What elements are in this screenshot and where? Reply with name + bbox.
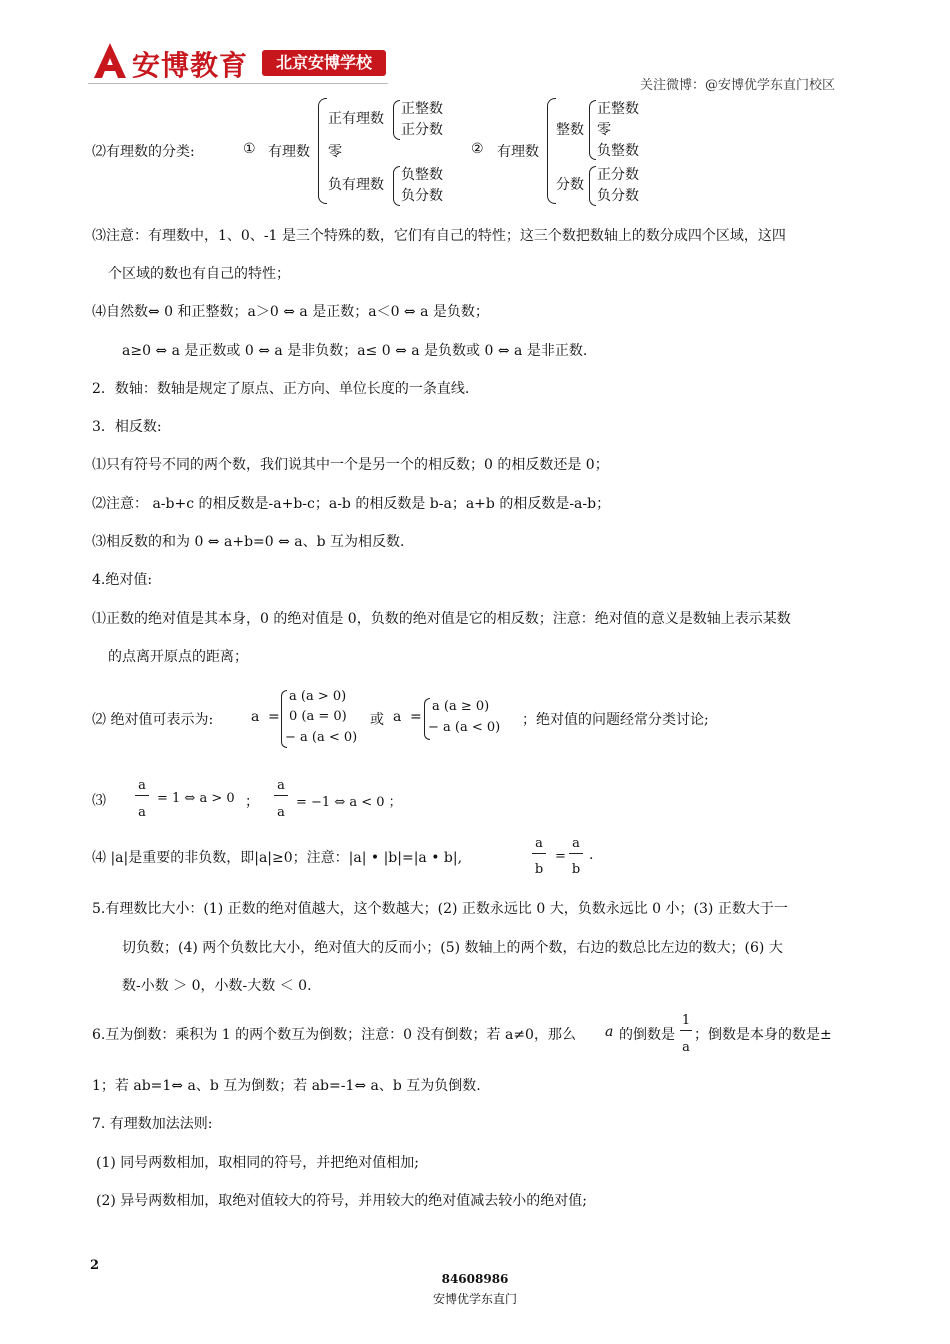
abs-or: 或: [370, 712, 384, 728]
classify-2-int-neg: 负整数: [597, 143, 639, 159]
abs-case1: a (a > 0): [289, 689, 347, 704]
classify-2-frac: 分数: [556, 177, 584, 193]
section4-item1-line2: 的点离开原点的距离；: [108, 649, 248, 665]
section4-item4: ⑷ |a|是重要的非负数，即|a|≥0；注意：|a| • |b|=|a • b|,: [92, 850, 463, 866]
frac-numerator: a: [532, 836, 546, 854]
abs-tail: ；绝对值的问题经常分类讨论;: [522, 712, 709, 728]
frac-eq2: = −1 ⇔ a < 0 ；: [296, 795, 402, 810]
section6-line2: 1；若 ab=1⇔ a、b 互为倒数；若 ab=-1⇔ a、b 互为负倒数.: [92, 1078, 481, 1094]
classify-2-int: 整数: [556, 122, 584, 138]
logo-text: 安博教育: [132, 49, 249, 82]
p4-line1: ⑷自然数⇔ 0 和正整数；a＞0 ⇔ a 是正数；a＜0 ⇔ a 是负数；: [92, 304, 489, 320]
logo-badge: 北京安博学校: [262, 50, 386, 76]
classify-1-pos-frac: 正分数: [401, 122, 443, 138]
footer-name: 安博优学东直门: [432, 1292, 517, 1306]
abs-b: a: [393, 709, 402, 725]
abs2-case2: − a (a < 0): [428, 720, 501, 735]
classify-2-frac-pos: 正分数: [597, 167, 639, 183]
page-number: 2: [90, 1258, 100, 1273]
p4-line2: a≥0 ⇔ a 是正数或 0 ⇔ a 是非负数；a≤ 0 ⇔ a 是负数或 0 ⇔ a 是非正数.: [122, 343, 588, 359]
section3-item3: ⑶相反数的和为 0 ⇔ a+b=0 ⇔ a、b 互为相反数.: [92, 534, 405, 550]
abs-a: a: [251, 709, 260, 725]
section2: 2．数轴：数轴是规定了原点、正方向、单位长度的一条直线.: [92, 381, 470, 397]
abs-case3: − a (a < 0): [285, 730, 358, 745]
footer-phone: 84608986: [441, 1272, 509, 1286]
frac-dot: .: [589, 847, 594, 863]
brace: [547, 98, 556, 204]
classify-1-pos: 正有理数: [328, 111, 384, 127]
abs-eq2: =: [410, 709, 422, 725]
section6-a: a: [605, 1024, 614, 1040]
section4-title: 4.绝对值:: [92, 572, 153, 588]
classify-2-root: 有理数: [497, 144, 539, 160]
section3-item1: ⑴只有符号不同的两个数，我们说其中一个是另一个的相反数；0 的相反数还是 0；: [92, 457, 609, 473]
classify-1-pos-int: 正整数: [401, 101, 443, 117]
section6-tail: ；倒数是本身的数是±: [694, 1027, 832, 1043]
classify-1-neg-frac: 负分数: [401, 188, 443, 204]
frac-numerator: a: [135, 778, 149, 796]
abs2-case1: a (a ≥ 0): [432, 699, 490, 714]
classify-2-frac-neg: 负分数: [597, 188, 639, 204]
frac-denominator: b: [534, 862, 544, 877]
brace: [589, 166, 596, 206]
section6-mid: 的倒数是: [619, 1027, 675, 1043]
frac-denominator: a: [138, 805, 146, 820]
brace: [393, 166, 400, 206]
frac-denominator: a: [682, 1040, 690, 1055]
classify-1-zero: 零: [328, 144, 342, 160]
classify-1-neg-int: 负整数: [401, 167, 443, 183]
frac-sep: ；: [245, 794, 259, 810]
weibo-text: 关注微博：@安博优学东直门校区: [640, 78, 836, 93]
classify-2-int-zero: 零: [597, 122, 611, 138]
logo-a-icon: [90, 40, 130, 80]
brace: [393, 100, 400, 140]
brace: [589, 100, 596, 160]
classify-label: ⑵有理数的分类:: [92, 144, 195, 160]
frac-denominator: b: [571, 862, 581, 877]
classify-2-int-pos: 正整数: [597, 101, 639, 117]
frac-eq1: = 1 ⇔ a > 0: [157, 791, 235, 806]
frac-numerator: a: [569, 836, 583, 854]
section6-line1: 6.互为倒数：乘积为 1 的两个数互为倒数；注意：0 没有倒数；若 a≠0，那么: [92, 1027, 576, 1043]
section3-item2: ⑵注意： a-b+c 的相反数是-a+b-c；a-b 的相反数是 b-a；a+b 的相反数是-a-b；: [92, 496, 611, 512]
section5-line3: 数-小数 ＞ 0，小数-大数 ＜ 0.: [122, 978, 312, 994]
frac-numerator: a: [274, 778, 288, 796]
frac-denominator: a: [277, 805, 285, 820]
classify-1-neg: 负有理数: [328, 177, 384, 193]
section4-item1-line1: ⑴正数的绝对值是其本身，0 的绝对值是 0，负数的绝对值是它的相反数；注意：绝对值的意义是数轴上表示某数: [92, 611, 791, 627]
brace: [318, 98, 327, 204]
note3-line2: 个区域的数也有自己的特性；: [108, 266, 290, 282]
classify-2-mark: ②: [471, 141, 484, 157]
section7-item2: (2) 异号两数相加，取绝对值较大的符号，并用较大的绝对值减去较小的绝对值;: [96, 1193, 587, 1209]
section5-line2: 切负数；(4) 两个负数比大小，绝对值大的反而小；(5) 数轴上的两个数，右边的数总比左边的数大；(6) 大: [122, 940, 783, 956]
classify-1-mark: ①: [243, 141, 256, 157]
section7-item1: (1) 同号两数相加，取相同的符号，并把绝对值相加;: [96, 1155, 419, 1171]
section4-item3-label: ⑶: [92, 793, 106, 809]
frac-numerator: 1: [680, 1013, 692, 1031]
section3-title: 3．相反数:: [92, 419, 162, 435]
section5-line1: 5.有理数比大小：(1) 正数的绝对值越大，这个数越大；(2) 正数永远比 0 大，负数永远比 0 小；(3) 正数大于一: [92, 901, 788, 917]
section4-item2-label: ⑵ 绝对值可表示为:: [92, 712, 214, 728]
classify-1-root: 有理数: [268, 144, 310, 160]
note3-line1: ⑶注意：有理数中，1、0、-1 是三个特殊的数，它们有自己的特性；这三个数把数轴上的数分成四个区域，这四: [92, 228, 786, 244]
frac-eq: =: [555, 849, 566, 864]
abs-eq: =: [268, 709, 280, 725]
abs-case2: 0 (a = 0): [289, 709, 347, 724]
section7-title: 7. 有理数加法法则:: [92, 1116, 213, 1132]
